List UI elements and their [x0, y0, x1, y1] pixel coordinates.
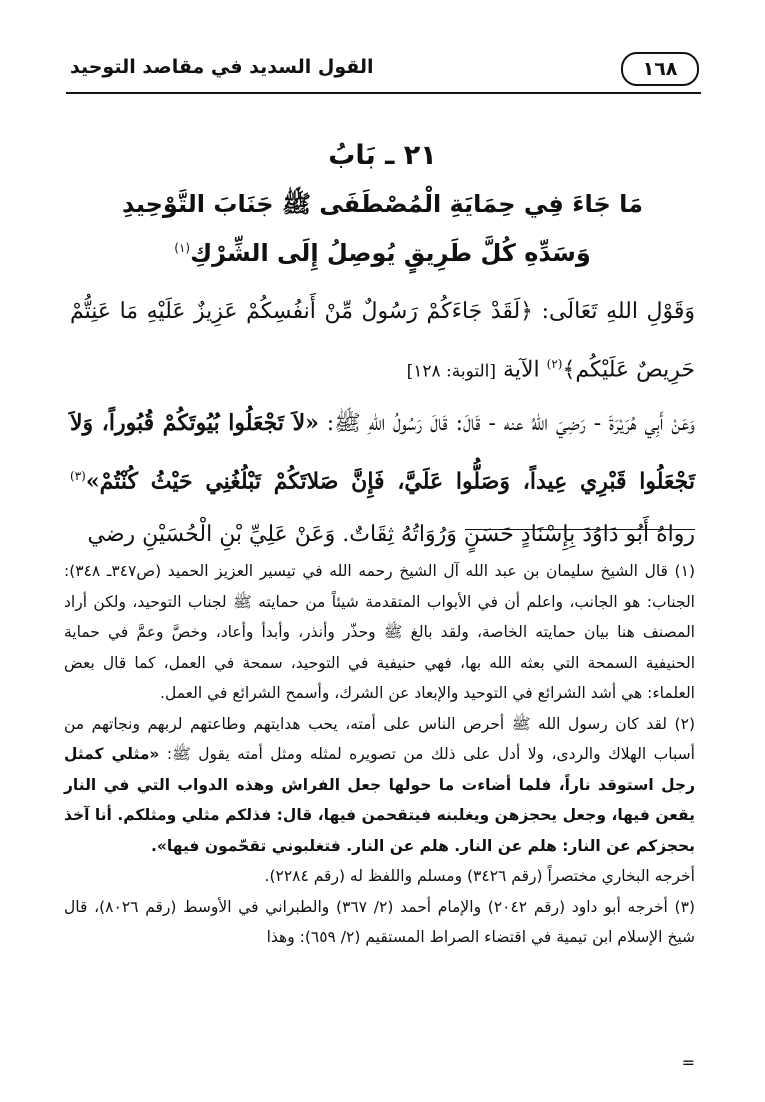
page-number: ١٦٨ — [621, 52, 699, 86]
footnote-2-source: أخرجه البخاري مختصراً (رقم ٣٤٢٦) ومسلم واللفظ له (رقم ٢٢٨٤). — [264, 867, 695, 885]
hadith-intro: وَعَنْ أَبِي هُرَيْرَةَ - رَضِيَ اللهُ عنه - قَالَ: قَالَ رَسُولُ اللهِ ﷺ: — [318, 411, 696, 437]
chapter-title-line-2-text: وَسَدِّهِ كُلَّ طَرِيقٍ يُوصِلُ إِلَى الشِّرْكِ — [190, 239, 591, 267]
footnote-divider — [465, 529, 695, 530]
running-title: القول السديد في مقاصد التوحيد — [70, 56, 374, 78]
footnote-2-intro: (٢) لقد كان رسول الله ﷺ أحرص الناس على أمته، يحب هدايتهم وطاعتهم لربهم ونجاتهم من أسباب الهلاك والردى، ولا أدل على ذلك من تصويره لمثله ومثل أمته يقول ﷺ: — [64, 714, 695, 763]
chapter-title — [60, 182, 705, 275]
verse-text: وَقَوْلِ اللهِ تَعَالَى: ﴿لَقَدْ جَاءَكُمْ رَسُولٌ مِّنْ أَنفُسِكُمْ عَزِيزٌ عَلَيْهِ مَا عَنِتُّمْ حَرِيصٌ عَلَيْكُم﴾ — [70, 299, 695, 383]
verse-reference: [التوبة: ١٢٨] — [406, 361, 497, 382]
footnote-3: (٣) أخرجه أبو داود (رقم ٢٠٤٢) والإمام أحمد (٢/ ٣٦٧) والطبراني في الأوسط (رقم ٨٠٢٦)، قال شيخ الإسلام ابن تيمية في اقتضاء الصراط المستقيم (٢/ ٦٥٩): وهذا — [64, 897, 695, 946]
continuation-mark: = — [681, 1053, 695, 1072]
header-rule — [66, 92, 701, 94]
hadith-tail: رواهُ أَبُو دَاوُدَ بِإِسْنَادٍ حَسَنٍ وَرُوَاتُهُ ثِقَاتٌ. وَعَنْ عَلِيِّ بْنِ الْحُسَيْنِ رضي — [87, 521, 695, 547]
chapter-number: ٢١ ـ بَابُ — [328, 140, 437, 171]
footnotes — [64, 556, 695, 1072]
footnote-2 — [64, 709, 695, 862]
page-header — [66, 48, 701, 98]
footnote-2-hadith: «مثلي كمثل رجل استوقد ناراً، فلما أضاءت ما حولها جعل الفراش وهذه الدواب التي في النار يقعن فيها، وجعل يحجزهن ويغلبنه فيتقحمن فيها، قال: فذلكم مثلي ومثلكم. أنا آخذ بحجزكم عن النار: هلم عن النار. هلم عن النار. فتغلبوني تقحّمون فيها». — [64, 745, 695, 855]
paragraph-verse — [70, 286, 695, 397]
hadith-text: «لاَ تَجْعَلُوا بُيُوتَكُمْ قُبُوراً، وَلاَ تَجْعَلُوا قَبْرِي عِيداً، وَصَلُّوا عَلَيَّ، فَإِنَّ صَلاتَكُمْ تَبْلُغُنِي حَيْثُ كُنْتُمْ» — [70, 410, 695, 495]
main-text — [70, 286, 695, 561]
footnote-1: (١) قال الشيخ سليمان بن عبد الله آل الشيخ رحمه الله في تيسير العزيز الحميد (ص٣٤٧ـ ٣٤٨): الجناب: هو الجانب، واعلم أن في الأبواب المتقدمة شيئاً من حمايته ﷺ لجناب التوحيد، ولكن أراد المصنف هنا بيان حمايته الخاصة، ولقد بالغ ﷺ وحذّر وأنذر، وأبدأ وأعاد، وخصَّ وعمَّ في حماية الحنيفية السمحة التي بعثه الله بها، فهي حنيفية في التوحيد، سمحة في العمل، كما قال بعض العلماء: هي أشد الشرائع في التوحيد والإبعاد عن الشرك، وأسمح الشرائع في العمل. — [64, 562, 695, 702]
footnote-ref-1[interactable]: (١) — [174, 241, 191, 255]
footnote-ref-3[interactable]: (٣) — [70, 469, 86, 484]
paragraph-hadith — [70, 397, 695, 560]
chapter-title-line-1: مَا جَاءَ فِي حِمَايَةِ الْمُصْطَفَى ﷺ جَنَابَ التَّوْحِيدِ — [121, 190, 644, 218]
footnote-ref-2[interactable]: (٢) — [546, 357, 563, 371]
verse-tail: الآية — [503, 357, 547, 383]
chapter-title-line-2 — [60, 226, 705, 275]
